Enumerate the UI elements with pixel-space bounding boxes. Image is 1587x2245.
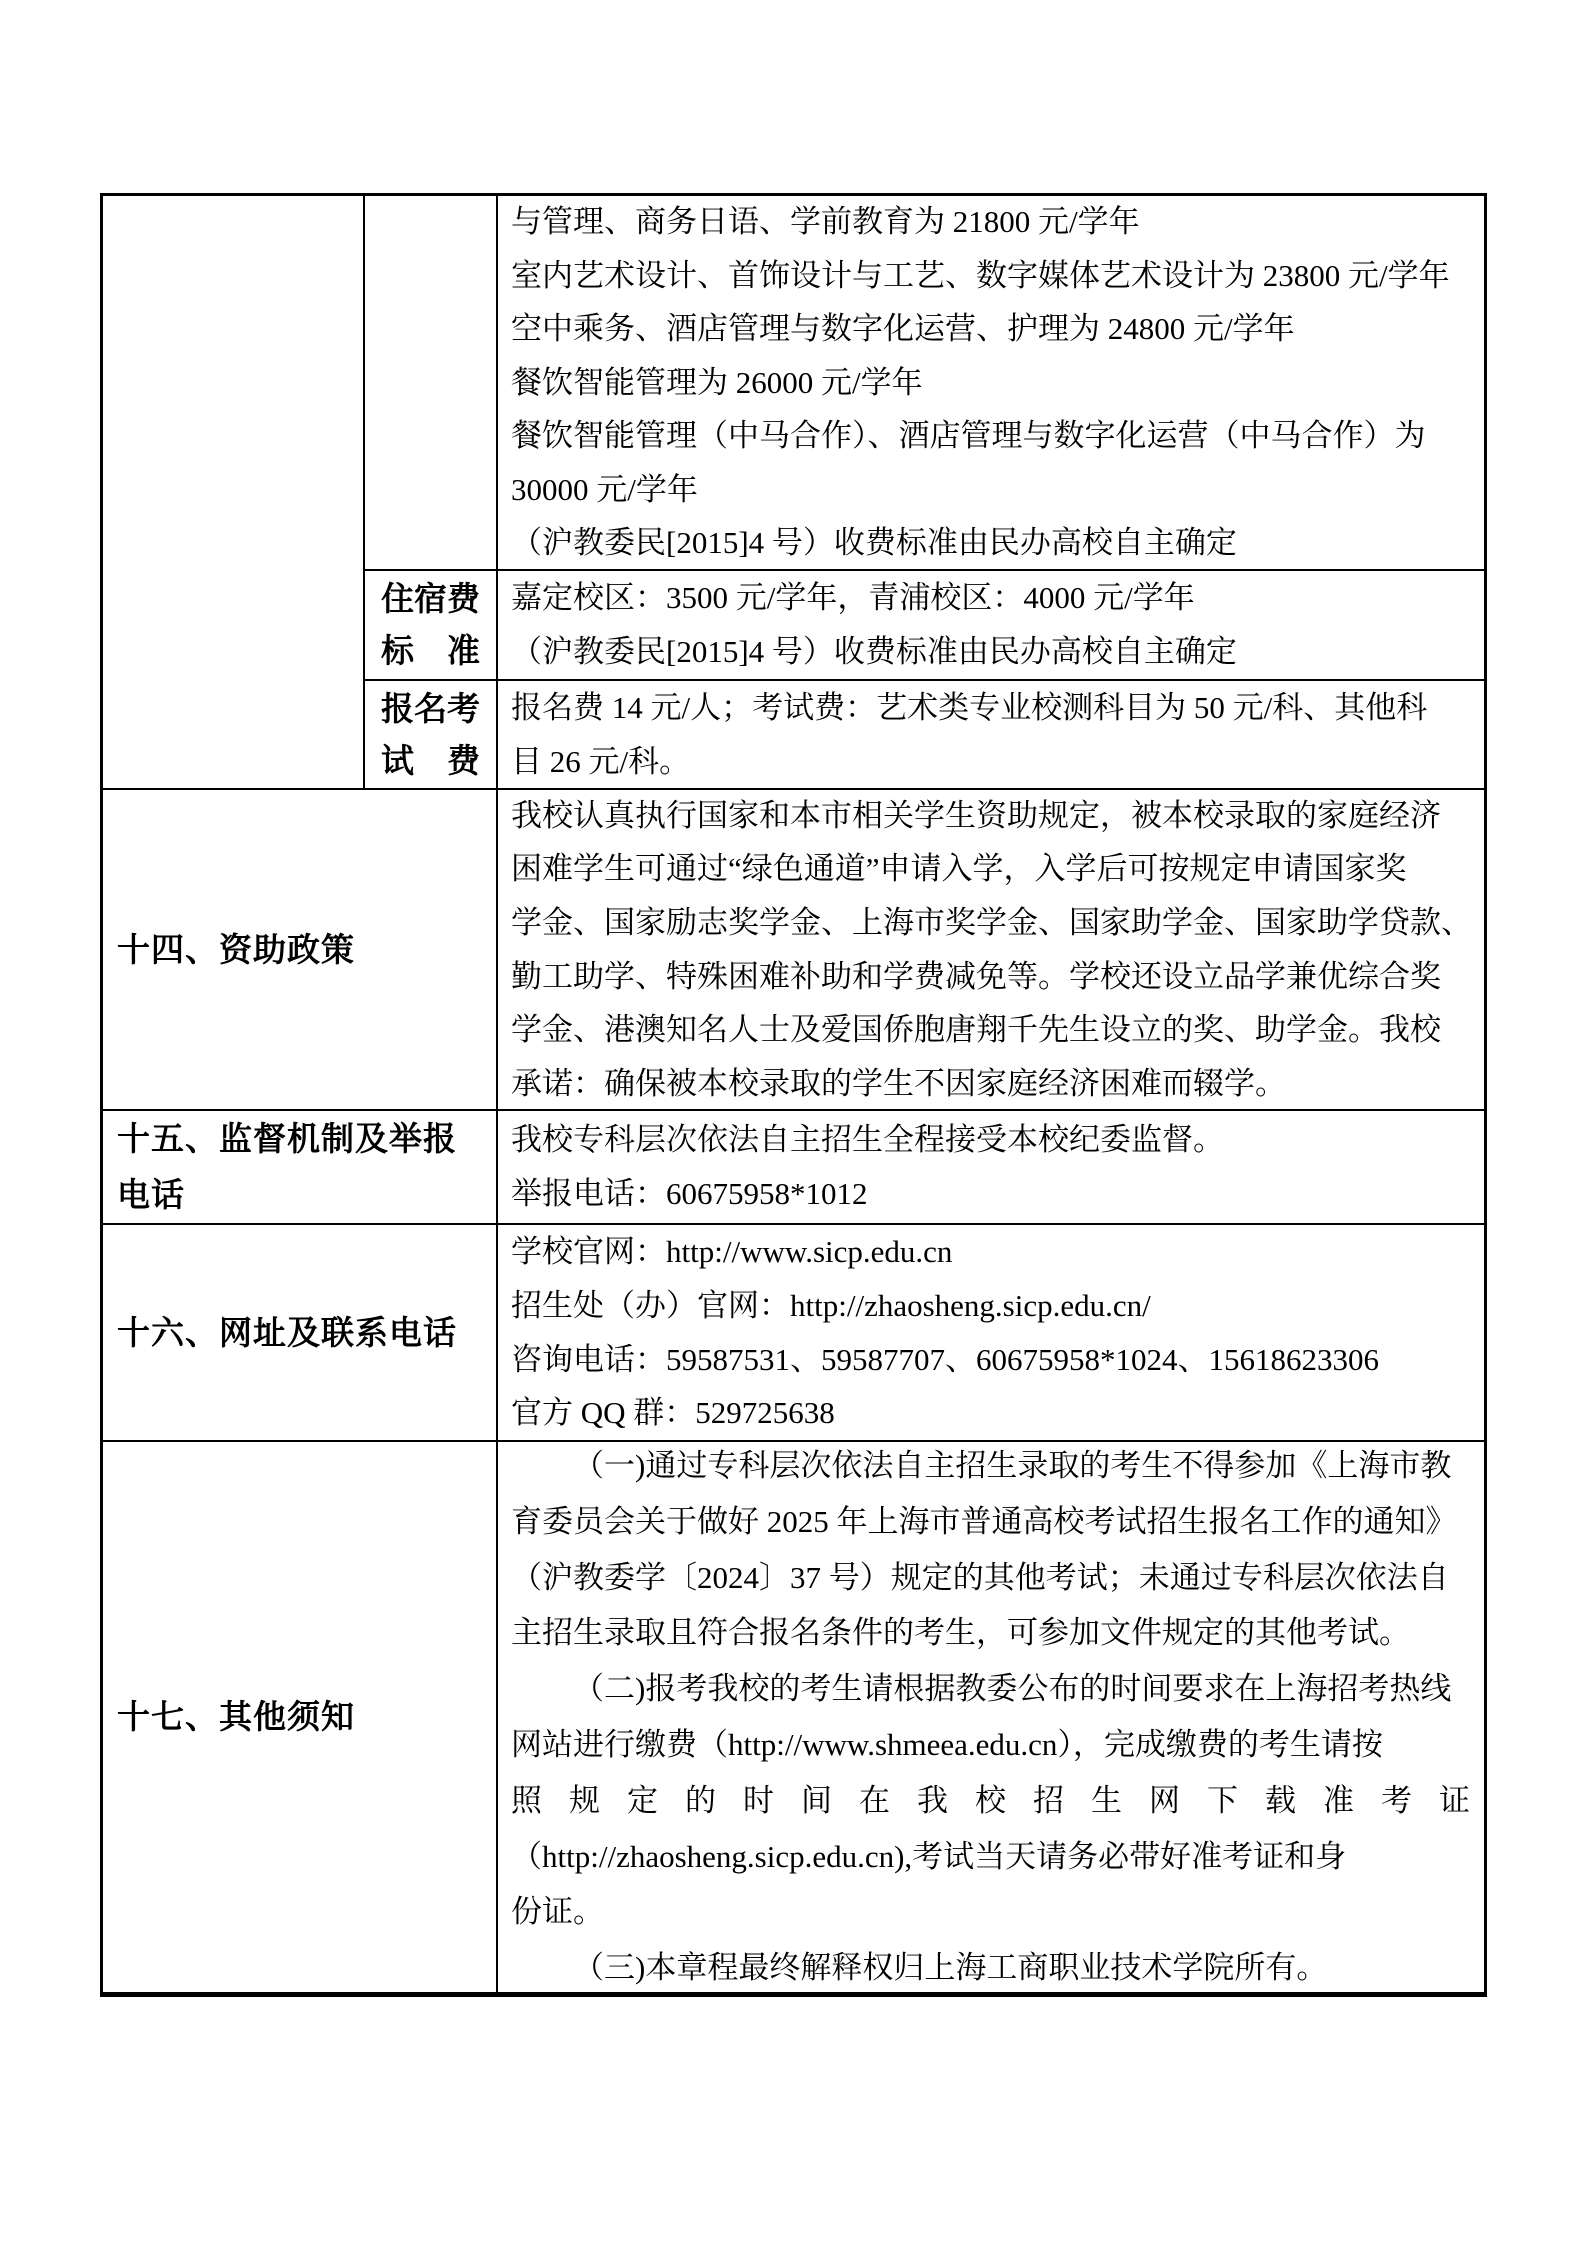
tuition-fee-line: 30000 元/学年 xyxy=(511,471,698,507)
supervision-line: 举报电话：60675958*1012 xyxy=(511,1176,868,1211)
contact-line-school-site: 学校官网：http://www.sicp.edu.cn xyxy=(511,1234,953,1270)
tuition-label-empty-cell xyxy=(365,196,498,571)
other-notes-line: （一)通过专科层次依法自主招生录取的考生不得参加《上海市教 xyxy=(573,1448,1452,1484)
exam-fee-content-cell xyxy=(498,681,1484,790)
other-notes-line: 网站进行缴费（http://www.shmeea.edu.cn），完成缴费的考生请按 xyxy=(511,1727,1383,1762)
exam-fee-line: 报名费 14 元/人；考试费：艺术类专业校测科目为 50 元/科、其他科 xyxy=(511,689,1428,725)
other-notes-line: （三)本章程最终解释权归上海工商职业技术学院所有。 xyxy=(573,1950,1328,1986)
other-notes-content-cell xyxy=(498,1442,1484,1992)
funding-policy-content-cell xyxy=(498,790,1484,1111)
section-label-other-notes xyxy=(103,1442,498,1992)
section-label-supervision xyxy=(103,1111,498,1225)
funding-policy-line: 学金、港澳知名人士及爱国侨胞唐翔千先生设立的奖、助学金。我校 xyxy=(511,1012,1441,1048)
accommodation-fee-line: 嘉定校区：3500 元/学年，青浦校区：4000 元/学年 xyxy=(511,580,1195,616)
funding-policy-line: 承诺：确保被本校录取的学生不因家庭经济困难而辍学。 xyxy=(511,1065,1286,1101)
other-notes-line: （沪教委学〔2024〕37 号）规定的其他考试；未通过专科层次依法自 xyxy=(511,1559,1449,1595)
section-label-funding-policy xyxy=(103,790,498,1111)
accommodation-fee-line: （沪教委民[2015]4 号）收费标准由民办高校自主确定 xyxy=(511,634,1237,669)
contact-line-qq-group: 官方 QQ 群：529725638 xyxy=(511,1395,835,1431)
exam-fee-label-line: 报名考 xyxy=(381,689,480,727)
other-notes-line: （http://zhaosheng.sicp.edu.cn),考试当天请务必带好准考证和身 xyxy=(511,1838,1347,1874)
funding-policy-line: 困难学生可通过“绿色通道”申请入学，入学后可按规定申请国家奖 xyxy=(511,851,1407,887)
other-notes-line: 照规定的时间在我校招生网下载准考证 xyxy=(511,1782,1472,1818)
accommodation-fee-label-line: 标 准 xyxy=(381,632,480,669)
accommodation-fee-content-cell xyxy=(498,571,1484,681)
tuition-fee-line: 空中乘务、酒店管理与数字化运营、护理为 24800 元/学年 xyxy=(511,311,1295,347)
admission-charter-table xyxy=(100,193,1487,1997)
other-notes-line: （二)报考我校的考生请根据教委公布的时间要求在上海招考热线 xyxy=(573,1671,1452,1707)
accommodation-fee-label-line: 住宿费 xyxy=(381,580,480,617)
tuition-fee-line: 餐饮智能管理（中马合作）、酒店管理与数字化运营（中马合作）为 xyxy=(511,418,1426,454)
accommodation-fee-label-cell xyxy=(365,571,498,681)
exam-fee-line: 目 26 元/科。 xyxy=(511,743,691,779)
other-notes-line: 主招生录取且符合报名条件的考生，可参加文件规定的其他考试。 xyxy=(511,1615,1410,1651)
contact-line-phones: 咨询电话：59587531、59587707、60675958*1024、15618623306 xyxy=(511,1341,1379,1377)
tuition-fee-line: 室内艺术设计、首饰设计与工艺、数字媒体艺术设计为 23800 元/学年 xyxy=(511,257,1450,293)
other-notes-line: 份证。 xyxy=(511,1894,604,1930)
tuition-fee-line: 与管理、商务日语、学前教育为 21800 元/学年 xyxy=(511,203,1140,239)
section-label-contact xyxy=(103,1225,498,1442)
exam-fee-label-line: 试 费 xyxy=(381,741,480,779)
exam-fee-label-cell xyxy=(365,681,498,790)
contact-line-admissions-site: 招生处（办）官网：http://zhaosheng.sicp.edu.cn/ xyxy=(511,1287,1151,1323)
tuition-fee-content-cell xyxy=(498,196,1484,571)
supervision-line: 我校专科层次依法自主招生全程接受本校纪委监督。 xyxy=(511,1122,1224,1158)
funding-policy-line: 我校认真执行国家和本市相关学生资助规定，被本校录取的家庭经济 xyxy=(511,797,1441,833)
fee-section-left-cell xyxy=(103,196,365,790)
funding-policy-line: 勤工助学、特殊困难补助和学费减免等。学校还设立品学兼优综合奖 xyxy=(511,958,1441,994)
contact-content-cell xyxy=(498,1225,1484,1442)
section-label-text: 十六、网址及联系电话 xyxy=(117,1313,457,1351)
section-label-text: 十四、资助政策 xyxy=(117,930,355,968)
supervision-content-cell xyxy=(498,1111,1484,1225)
section-label-text: 十五、监督机制及举报电话 xyxy=(117,1120,457,1213)
section-label-text: 十七、其他须知 xyxy=(117,1698,355,1735)
tuition-fee-line: 餐饮智能管理为 26000 元/学年 xyxy=(511,364,923,400)
other-notes-line: 育委员会关于做好 2025 年上海市普通高校考试招生报名工作的通知》 xyxy=(511,1503,1457,1539)
tuition-fee-line: （沪教委民[2015]4 号）收费标准由民办高校自主确定 xyxy=(511,525,1237,561)
funding-policy-line: 学金、国家励志奖学金、上海市奖学金、国家助学金、国家助学贷款、 xyxy=(511,904,1472,940)
